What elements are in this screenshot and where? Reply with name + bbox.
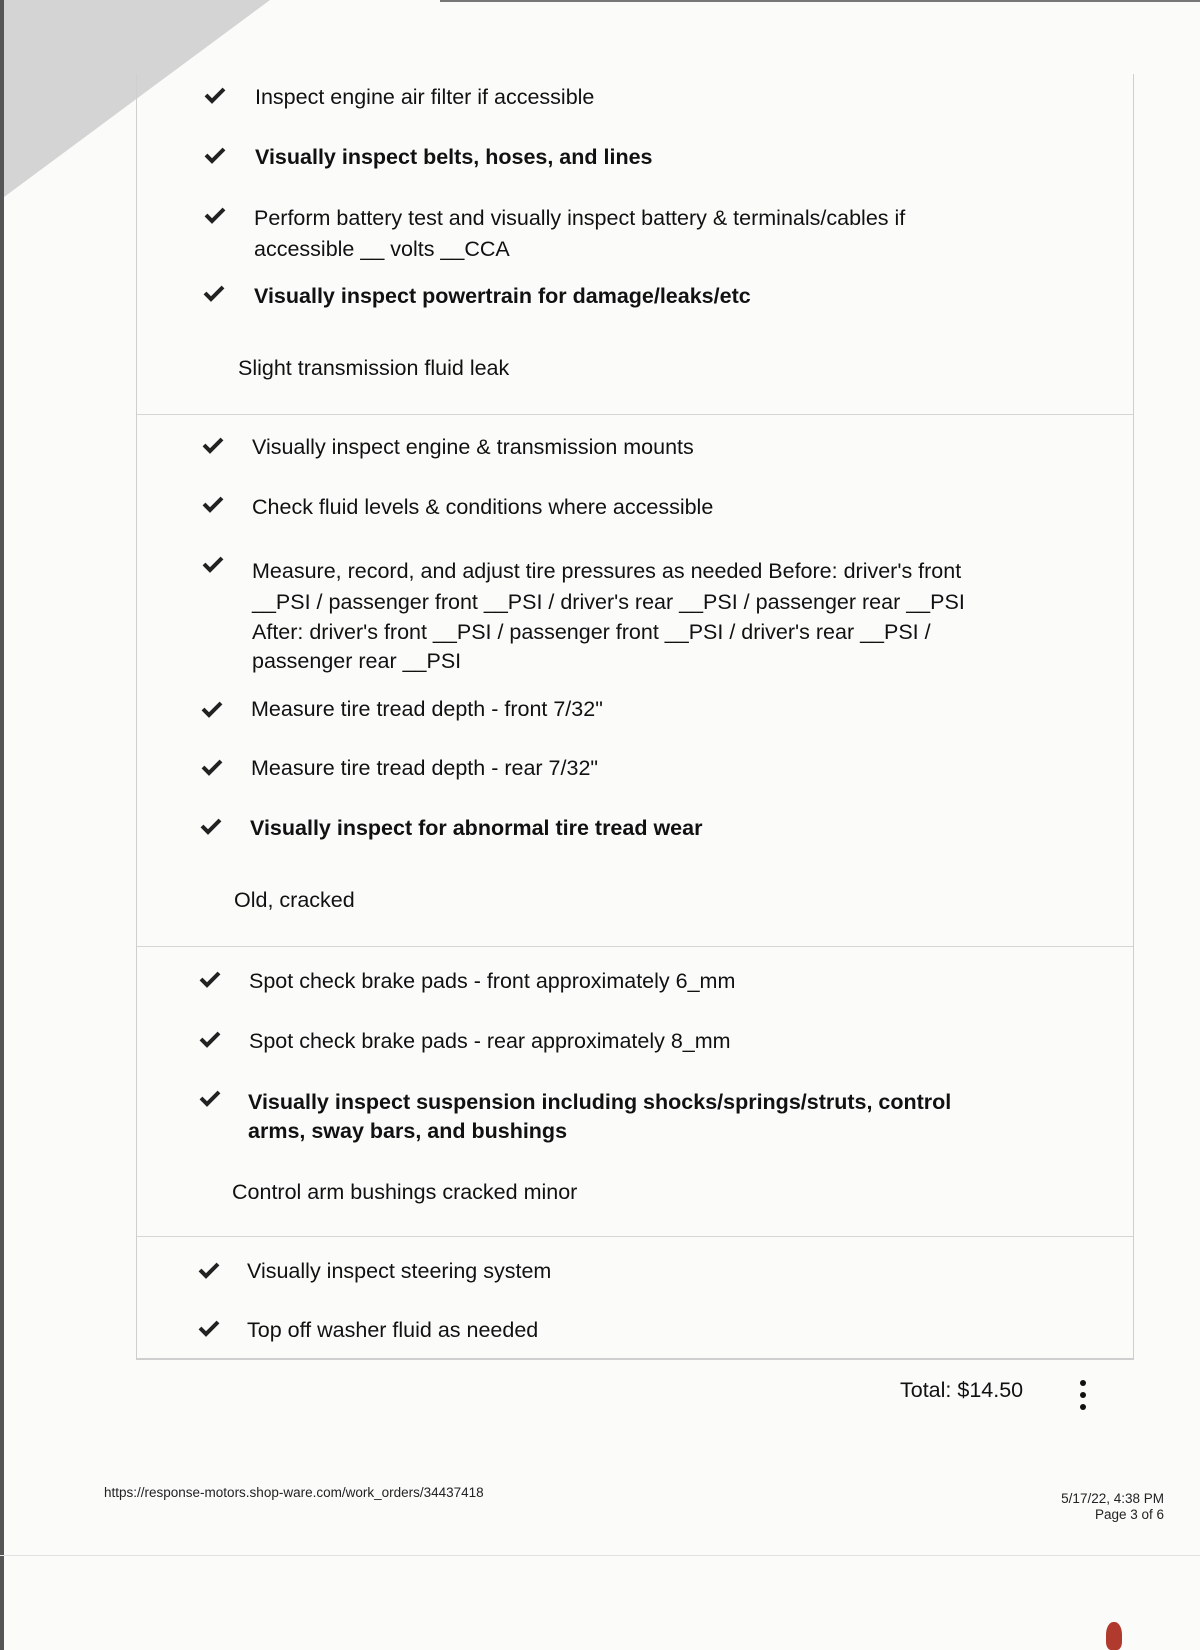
checklist-item-label-line2: accessible __ volts __CCA [254, 237, 510, 261]
checkmark-icon [202, 555, 228, 577]
divider [137, 946, 1133, 947]
checklist-item-label: Measure tire tread depth - front 7/32" [251, 697, 603, 721]
checklist-item-label-line3: After: driver's front __PSI / passenger front __PSI / driver's rear __PSI / [252, 620, 931, 644]
checkmark-icon [204, 86, 230, 108]
footer-page-number: Page 3 of 6 [1094, 1507, 1164, 1522]
checkmark-icon [204, 206, 230, 228]
checkmark-icon [202, 436, 228, 458]
technician-note: Slight transmission fluid leak [238, 356, 510, 380]
checklist-item-label: Top off washer fluid as needed [247, 1318, 539, 1342]
scan-edge-top [440, 0, 1200, 2]
divider [137, 414, 1133, 415]
checkmark-icon [199, 1089, 225, 1111]
checkmark-icon [200, 817, 226, 839]
checklist-item-label: Visually inspect steering system [247, 1259, 552, 1283]
checkmark-icon [201, 758, 227, 780]
checkmark-icon [198, 1319, 224, 1341]
checklist-item-label-line1: Perform battery test and visually inspect battery & terminals/cables if [254, 206, 906, 230]
scan-edge-left [0, 0, 4, 1650]
footer-meta [1061, 1491, 1164, 1523]
checklist-item-label: Visually inspect belts, hoses, and lines [255, 145, 653, 169]
checklist-item-label-line1: Measure, record, and adjust tire pressures as needed Before: driver's front [252, 559, 962, 583]
checklist-item-label-line2: __PSI / passenger front __PSI / driver's rear __PSI / passenger rear __PSI [252, 590, 965, 614]
checkmark-icon [203, 284, 229, 306]
divider [137, 1236, 1133, 1237]
checkmark-icon [202, 495, 228, 517]
footer-datetime: 5/17/22, 4:38 PM [1061, 1491, 1164, 1506]
checklist-item-label-line2: arms, sway bars, and bushings [248, 1119, 568, 1143]
checklist-item-label: Measure tire tread depth - rear 7/32" [251, 756, 599, 780]
checkmark-icon [201, 700, 227, 722]
total-amount: Total: $14.50 [900, 1378, 1024, 1402]
technician-note: Old, cracked [234, 888, 355, 912]
checklist-item-label: Visually inspect for abnormal tire tread wear [250, 816, 703, 840]
checkmark-icon [204, 146, 230, 168]
technician-note: Control arm bushings cracked minor [232, 1180, 578, 1204]
scan-edge-bottom [0, 1555, 1200, 1556]
kebab-menu-icon[interactable] [1078, 1380, 1088, 1410]
checklist-item-label: Inspect engine air filter if accessible [255, 85, 595, 109]
checklist-item-label: Visually inspect powertrain for damage/leaks/etc [254, 284, 751, 308]
checklist-item-label-line1: Visually inspect suspension including shocks/springs/struts, control [248, 1090, 952, 1114]
red-ink-mark [1106, 1622, 1122, 1650]
checklist-item-label: Check fluid levels & conditions where accessible [252, 495, 714, 519]
footer-url: https://response-motors.shop-ware.com/work_orders/34437418 [104, 1485, 484, 1500]
checklist-item-label: Visually inspect engine & transmission mounts [252, 435, 694, 459]
checkmark-icon [199, 970, 225, 992]
checkmark-icon [199, 1030, 225, 1052]
card-bottom-border [136, 1358, 1134, 1359]
checklist-item-label: Spot check brake pads - front approximately 6_mm [249, 969, 736, 993]
checkmark-icon [198, 1261, 224, 1283]
checklist-item-label-line4: passenger rear __PSI [252, 649, 462, 673]
checklist-item-label: Spot check brake pads - rear approximately 8_mm [249, 1029, 731, 1053]
